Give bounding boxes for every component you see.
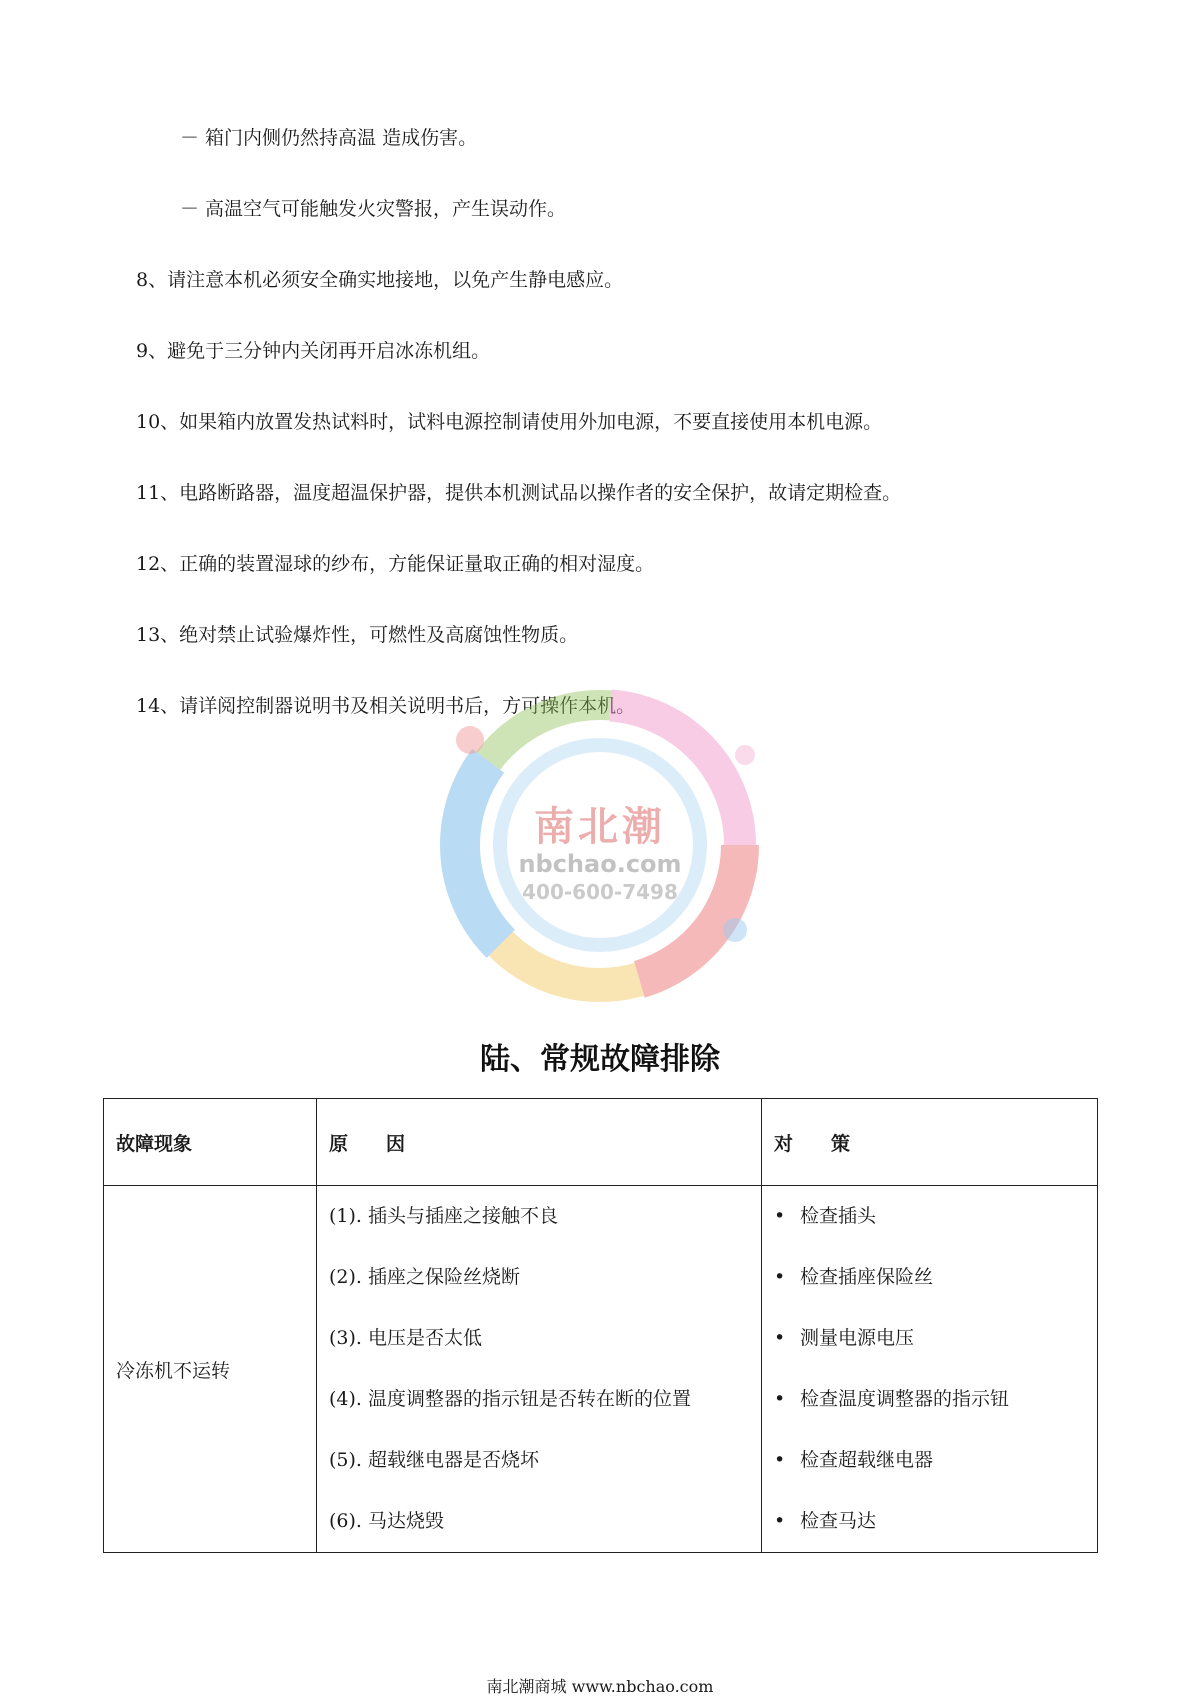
bullet-icon: • bbox=[774, 1266, 786, 1288]
remedy-text: 测量电源电压 bbox=[800, 1327, 915, 1349]
cause-item: (3). 电压是否太低 bbox=[329, 1327, 482, 1349]
remedy-item bbox=[774, 1186, 1085, 1247]
remedy-item bbox=[774, 1369, 1085, 1430]
remedy-text: 检查马达 bbox=[800, 1510, 877, 1532]
footer: 南北潮商城 www.nbchao.com bbox=[486, 1677, 714, 1696]
bullet-icon: • bbox=[774, 1510, 786, 1532]
item-12: 12、正确的装置湿球的纱布，方能保证量取正确的相对湿度。 bbox=[136, 553, 655, 575]
bullet-icon: • bbox=[774, 1449, 786, 1471]
sub-item-2: － 高温空气可能触发火灾警报，产生误动作。 bbox=[180, 198, 567, 220]
cause-item: (5). 超载继电器是否烧坏 bbox=[329, 1449, 539, 1471]
remedy-text: 检查插头 bbox=[800, 1205, 877, 1227]
remedy-text: 检查插座保险丝 bbox=[800, 1266, 934, 1288]
watermark-site: nbchao.com bbox=[518, 850, 682, 878]
remedy-item bbox=[774, 1491, 1085, 1552]
symptom-cell: 冷冻机不运转 bbox=[104, 1186, 317, 1553]
item-14: 14、请详阅控制器说明书及相关说明书后，方可操作本机。 bbox=[136, 695, 636, 717]
cause-item: (1). 插头与插座之接触不良 bbox=[329, 1205, 558, 1227]
bullet-icon: • bbox=[774, 1205, 786, 1227]
remedy-item bbox=[774, 1247, 1085, 1308]
bullet-icon: • bbox=[774, 1388, 786, 1410]
remedy-text: 检查超载继电器 bbox=[800, 1449, 934, 1471]
cause-item: (4). 温度调整器的指示钮是否转在断的位置 bbox=[329, 1388, 691, 1410]
watermark-cn: 南北潮 bbox=[534, 804, 666, 850]
table-header-row bbox=[104, 1099, 1098, 1186]
bullet-icon: • bbox=[774, 1327, 786, 1349]
header-remedy: 对 策 bbox=[762, 1099, 1098, 1186]
item-10: 10、如果箱内放置发热试料时，试料电源控制请使用外加电源，不要直接使用本机电源。 bbox=[136, 411, 883, 433]
remedy-item bbox=[774, 1430, 1085, 1491]
watermark-phone: 400-600-7498 bbox=[522, 880, 678, 904]
remedy-cell bbox=[762, 1186, 1098, 1553]
header-symptom: 故障现象 bbox=[104, 1099, 317, 1186]
cause-item: (2). 插座之保险丝烧断 bbox=[329, 1266, 520, 1288]
table-row bbox=[104, 1186, 1098, 1553]
item-11: 11、电路断路器，温度超温保护器，提供本机测试品以操作者的安全保护，故请定期检查。 bbox=[136, 482, 902, 504]
remedy-text: 检查温度调整器的指示钮 bbox=[800, 1388, 1010, 1410]
cause-item: (6). 马达烧毁 bbox=[329, 1510, 444, 1532]
sub-item-1: － 箱门内侧仍然持高温 造成伤害。 bbox=[180, 127, 478, 149]
watermark bbox=[385, 645, 815, 1025]
remedy-item bbox=[774, 1308, 1085, 1369]
item-9: 9、避免于三分钟内关闭再开启冰冻机组。 bbox=[136, 340, 491, 362]
header-cause: 原 因 bbox=[317, 1099, 762, 1186]
item-8: 8、请注意本机必须安全确实地接地，以免产生静电感应。 bbox=[136, 269, 624, 291]
cause-cell bbox=[317, 1186, 762, 1553]
item-13: 13、绝对禁止试验爆炸性，可燃性及高腐蚀性物质。 bbox=[136, 624, 579, 646]
troubleshooting-table bbox=[103, 1098, 1098, 1553]
section-title: 陆、常规故障排除 bbox=[480, 1042, 720, 1077]
